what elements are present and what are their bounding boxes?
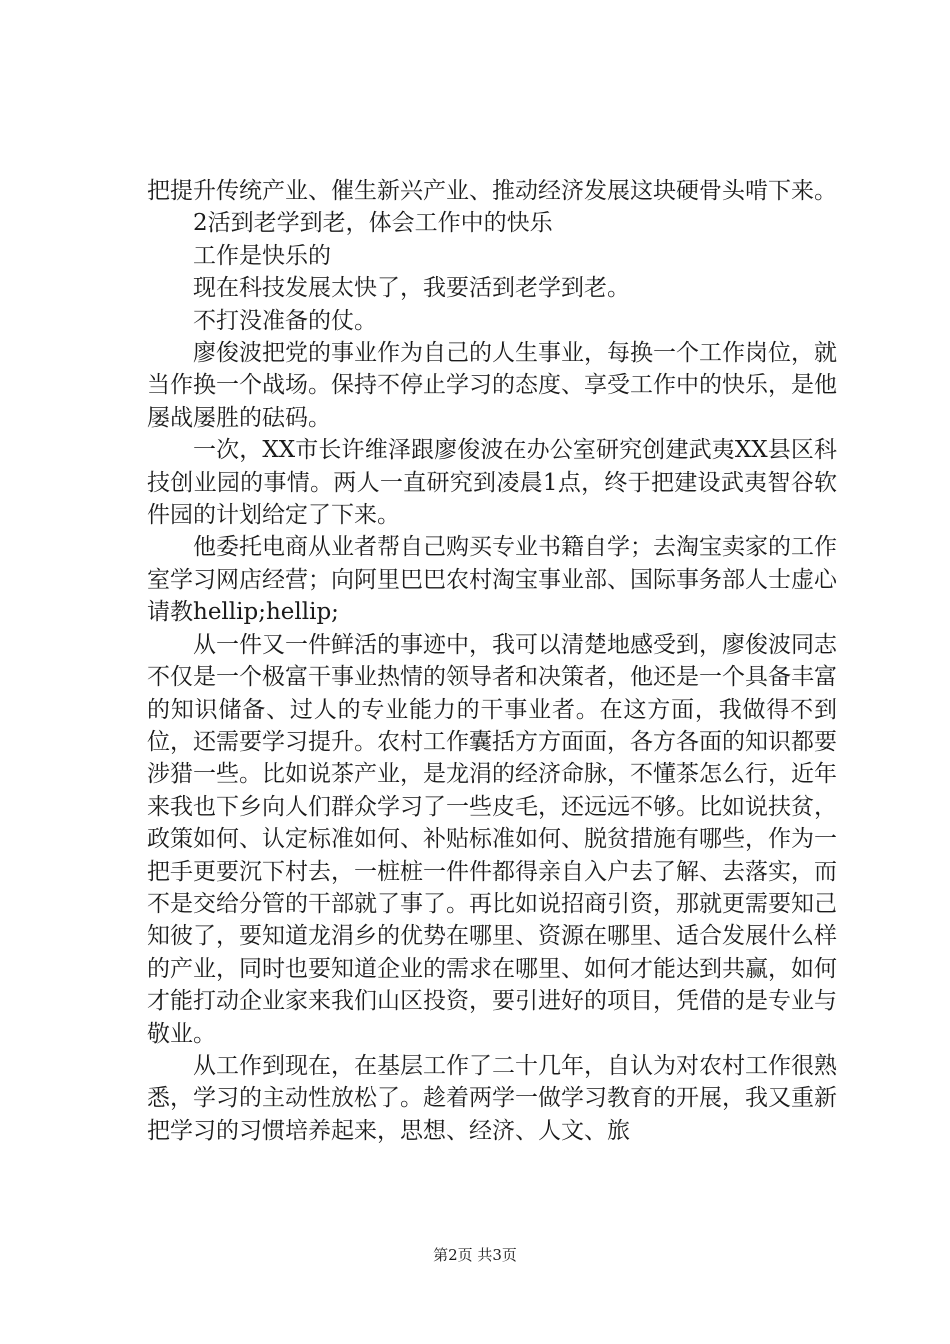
paragraph-1: 把提升传统产业、催生新兴产业、推动经济发展这块硬骨头啃下来。 [147, 178, 837, 204]
paragraph-6: 廖俊波把党的事业作为自己的人生事业，每换一个工作岗位，就当作换一个战场。保持不停止学习的态度、享受工作中的快乐，是他屡战屡胜的砝码。 [147, 340, 837, 431]
paragraph-5: 不打没准备的仗。 [193, 307, 377, 334]
paragraph-4: 现在科技发展太快了，我要活到老学到老。 [193, 275, 630, 302]
paragraph-3: 工作是快乐的 [193, 242, 331, 269]
document-body [147, 175, 837, 1147]
paragraph-2: 2活到老学到老，体会工作中的快乐 [193, 210, 553, 237]
paragraph-7: 一次，XX市长许维泽跟廖俊波在办公室研究创建武夷XX县区科技创业园的事情。两人一直研究到凌晨1点，终于把建设武夷智谷软件园的计划给定了下来。 [147, 437, 837, 529]
paragraph-9: 从一件又一件鲜活的事迹中，我可以清楚地感受到，廖俊波同志不仅是一个极富干事业热情的领导者和决策者，他还是一个具备丰富的知识储备、过人的专业能力的干事业者。在这方面，我做得不到位，还需要学习提升。农村工作囊括方方面面，各方各面的知识都要涉猎一些。比如说茶产业，是龙涓的经济命脉，不懂茶怎么行，近年来我也下乡向人们群众学习了一些皮毛，还远远不够。比如说扶贫，政策如何、认定标准如何、补贴标准如何、脱贫措施有哪些，作为一把手更要沉下村去，一桩桩一件件都得亲自入户去了解、去落实，而不是交给分管的干部就了事了。再比如说招商引资，那就更需要知己知彼了，要知道龙涓乡的优势在哪里、资源在哪里、适合发展什么样的产业，同时也要知道企业的需求在哪里、如何才能达到共赢，如何才能打动企业家来我们山区投资，要引进好的项目，凭借的是专业与敬业。 [147, 631, 837, 1047]
page-footer: 第2页 共3页 [433, 1246, 517, 1264]
paragraph-10: 从工作到现在，在基层工作了二十几年，自认为对农村工作很熟悉，学习的主动性放松了。趁着两学一做学习教育的开展，我又重新把学习的习惯培养起来，思想、经济、人文、旅 [147, 1052, 837, 1144]
paragraph-8: 他委托电商从业者帮自己购买专业书籍自学；去淘宝卖家的工作室学习网店经营；向阿里巴巴农村淘宝事业部、国际事务部人士虚心请教hellip;hellip; [147, 534, 837, 626]
